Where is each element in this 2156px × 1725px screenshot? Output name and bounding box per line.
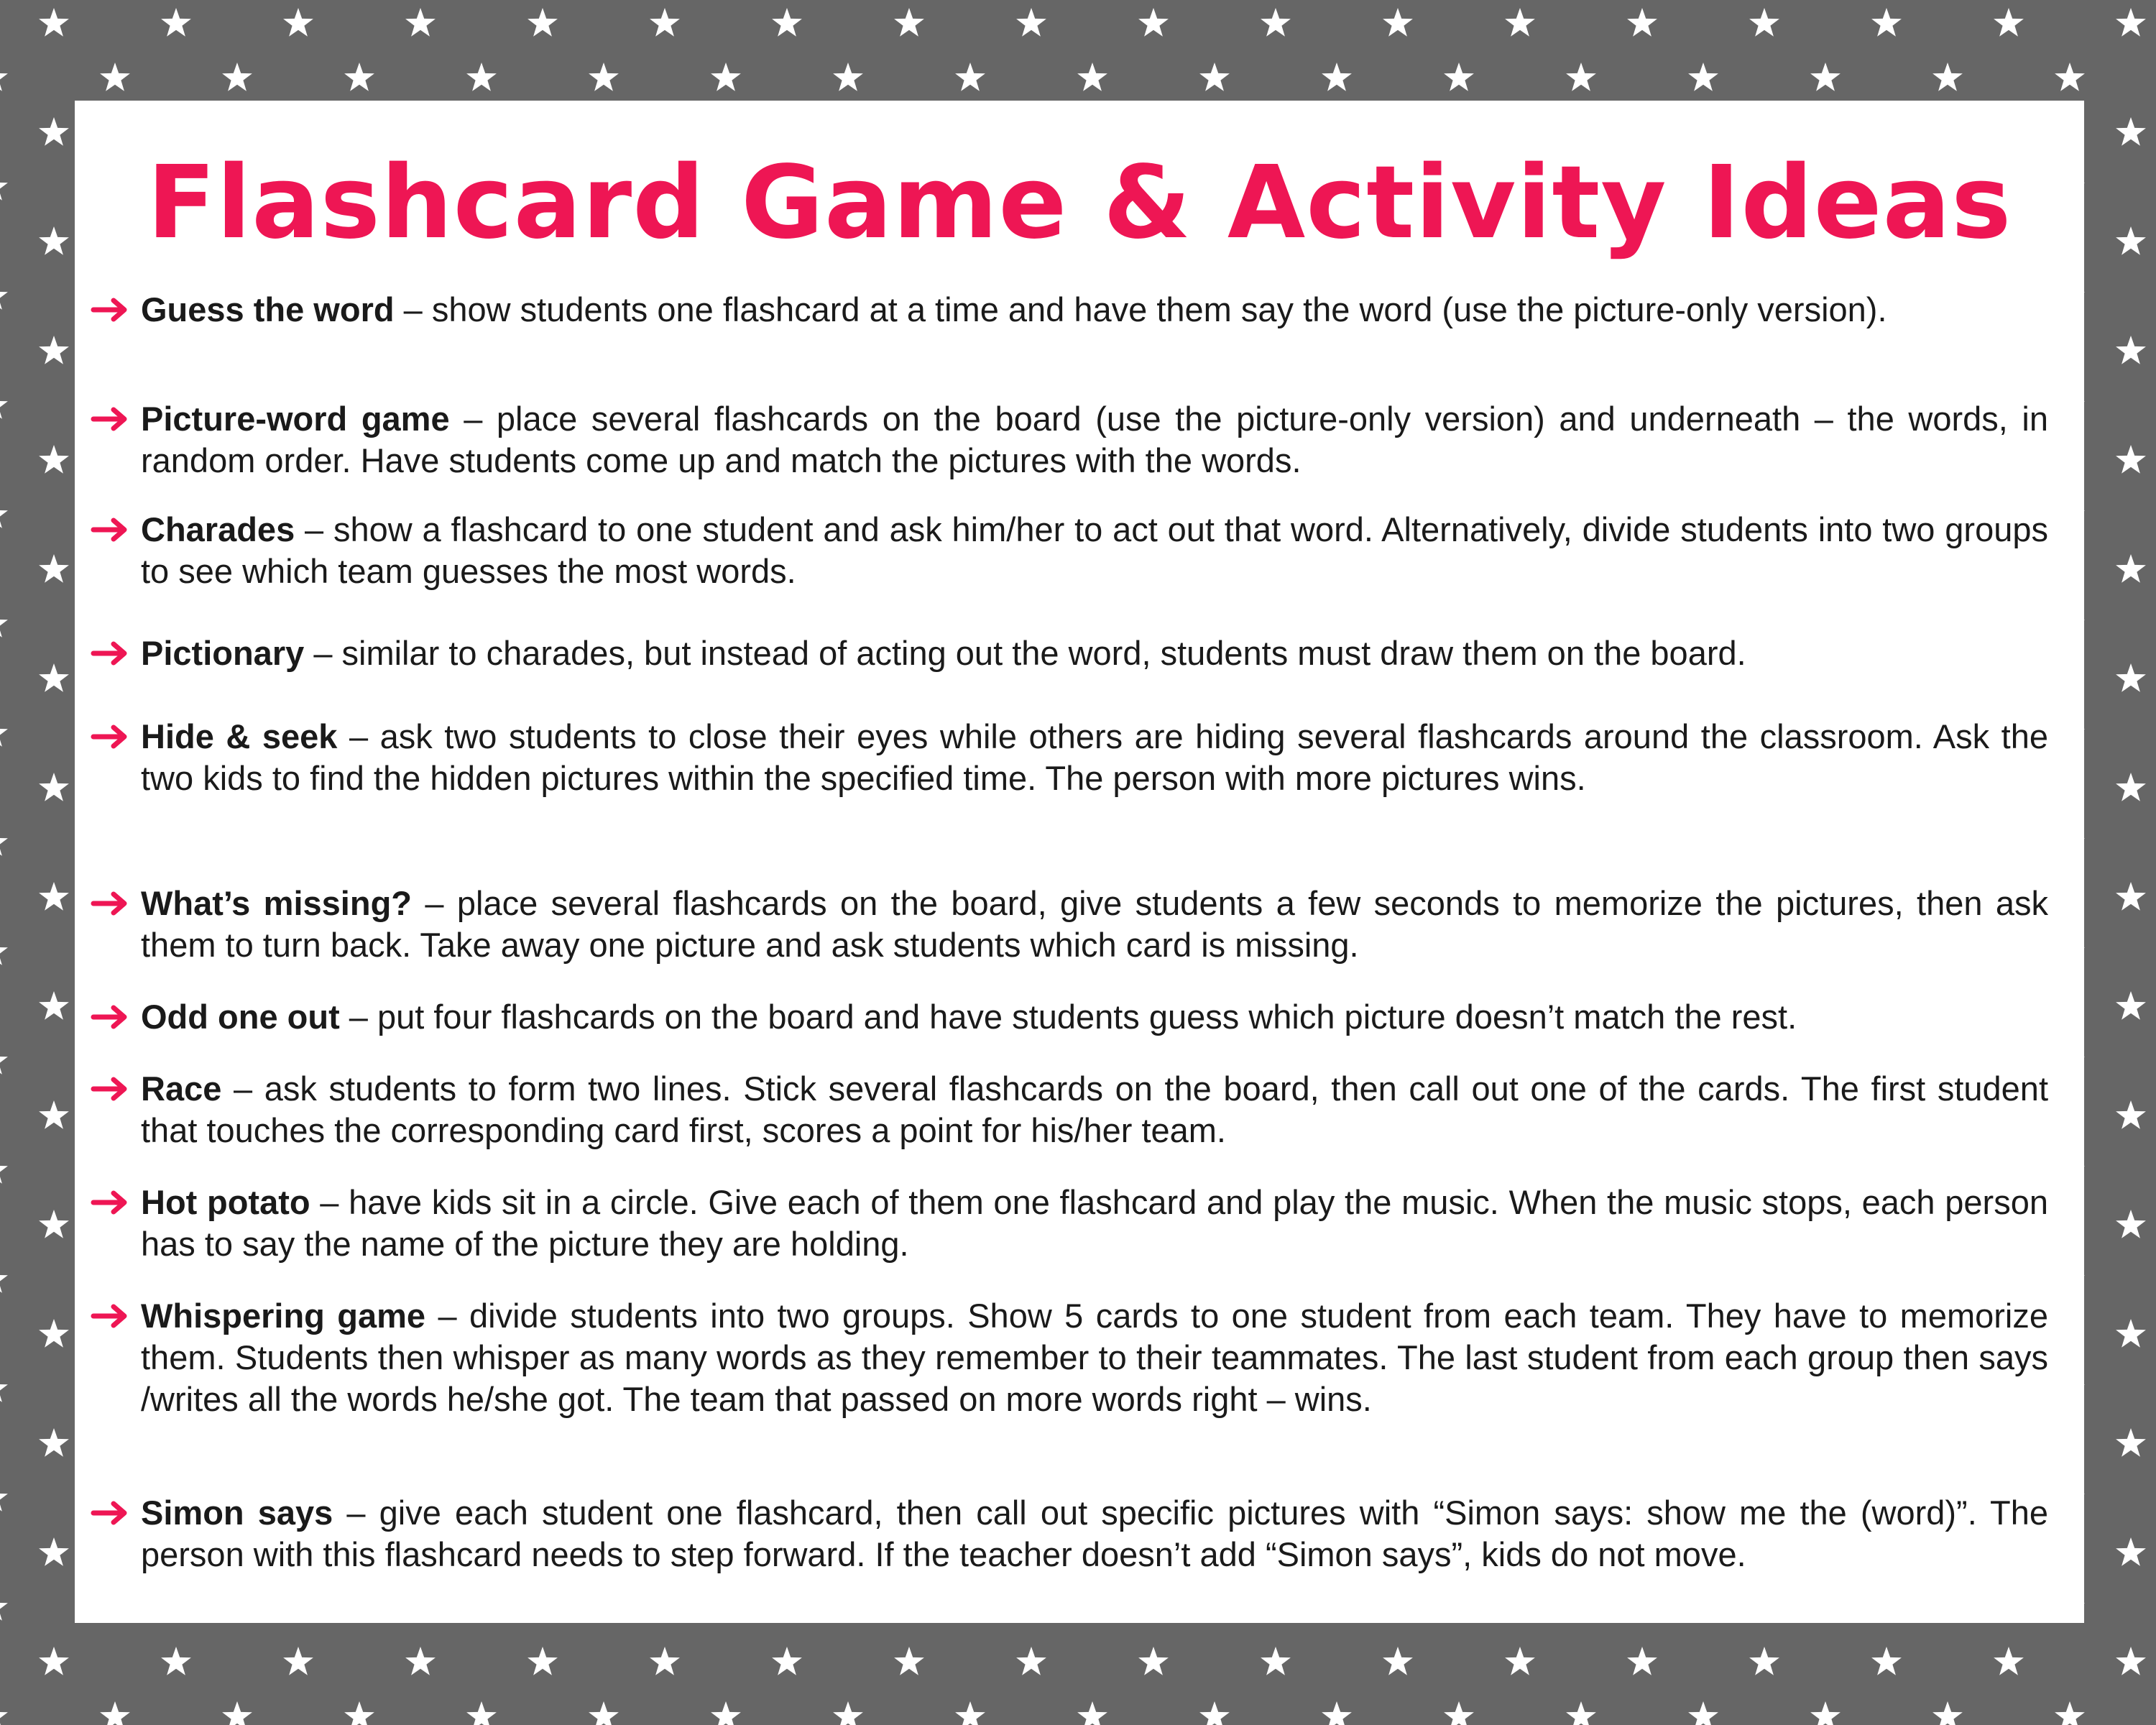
idea-description: – have kids sit in a circle. Give each of them one flashcard and play the music. When the music stops, each person has to say the name of the picture they are holding. (141, 1183, 2048, 1263)
right-arrow-icon (91, 1190, 131, 1215)
idea-name: Race (141, 1070, 234, 1108)
content-card (75, 101, 2084, 1623)
idea-description: – place several flashcards on the board, give students a few seconds to memorize the pictures, then ask them to turn back. Take away one picture and ask students which card is missing. (141, 884, 2048, 964)
right-arrow-icon (91, 640, 131, 666)
idea-name: Hide & seek (141, 717, 349, 755)
list-item (141, 716, 2048, 799)
right-arrow-icon (91, 891, 131, 916)
idea-description: – similar to charades, but instead of acting out the word, students must draw them on the board. (313, 634, 1746, 672)
idea-name: Simon says (141, 1494, 347, 1532)
list-item (141, 1295, 2048, 1420)
idea-description: – put four flashcards on the board and have students guess which picture doesn’t match the rest. (349, 998, 1797, 1036)
right-arrow-icon (91, 1500, 131, 1526)
idea-description: – ask students to form two lines. Stick several flashcards on the board, then call out one of the cards. The first student that touches the corresponding card first, scores a point for his/her team. (141, 1070, 2048, 1149)
right-arrow-icon (91, 297, 131, 323)
list-item (141, 289, 2048, 331)
ideas-list (75, 101, 2084, 1623)
idea-description: – show students one flashcard at a time and have them say the word (use the picture-only version). (403, 290, 1887, 328)
right-arrow-icon (91, 1004, 131, 1030)
idea-name: Whispering game (141, 1297, 438, 1335)
list-item (141, 883, 2048, 966)
list-item (141, 1492, 2048, 1576)
idea-name: Pictionary (141, 634, 314, 672)
idea-name: Charades (141, 510, 305, 548)
right-arrow-icon (91, 1076, 131, 1102)
list-item (141, 632, 2048, 674)
right-arrow-icon (91, 406, 131, 432)
right-arrow-icon (91, 1303, 131, 1329)
list-item (141, 1182, 2048, 1265)
page-title: Flashcard Game & Activity Ideas (147, 144, 2012, 262)
idea-name: Guess the word (141, 290, 404, 328)
idea-description: – give each student one flashcard, then call out specific pictures with “Simon says: show me the (word)”. The person with this flashcard needs to step forward. If the teacher doesn’t add “Simon says”, kids do not move. (141, 1494, 2049, 1573)
right-arrow-icon (91, 517, 131, 543)
idea-description: – ask two students to close their eyes while others are hiding several flashcards around the classroom. Ask the two kids to find the hidden pictures within the specified time. The person with more pictures wins. (141, 717, 2048, 797)
list-item (141, 1068, 2048, 1151)
idea-name: Picture-word game (141, 400, 464, 438)
idea-name: What’s missing? (141, 884, 425, 922)
right-arrow-icon (91, 724, 131, 750)
idea-name: Odd one out (141, 998, 349, 1036)
list-item (141, 996, 2048, 1038)
idea-name: Hot potato (141, 1183, 321, 1221)
idea-description: – place several flashcards on the board (use the picture-only version) and underneath – the words, in random order. Have students come up and match the pictures with the words. (141, 400, 2048, 479)
list-item (141, 398, 2048, 482)
idea-description: – divide students into two groups. Show 5 cards to one student from each team. They have to memorize them. Students then whisper as many words as they remember to their teammates. The last student from each group then says /writes all the words he/she got. The team that passed on more words right – wins. (141, 1297, 2048, 1418)
idea-description: – show a flashcard to one student and ask him/her to act out that word. Alternatively, divide students into two groups to see which team guesses the most words. (141, 510, 2048, 590)
list-item (141, 509, 2048, 592)
